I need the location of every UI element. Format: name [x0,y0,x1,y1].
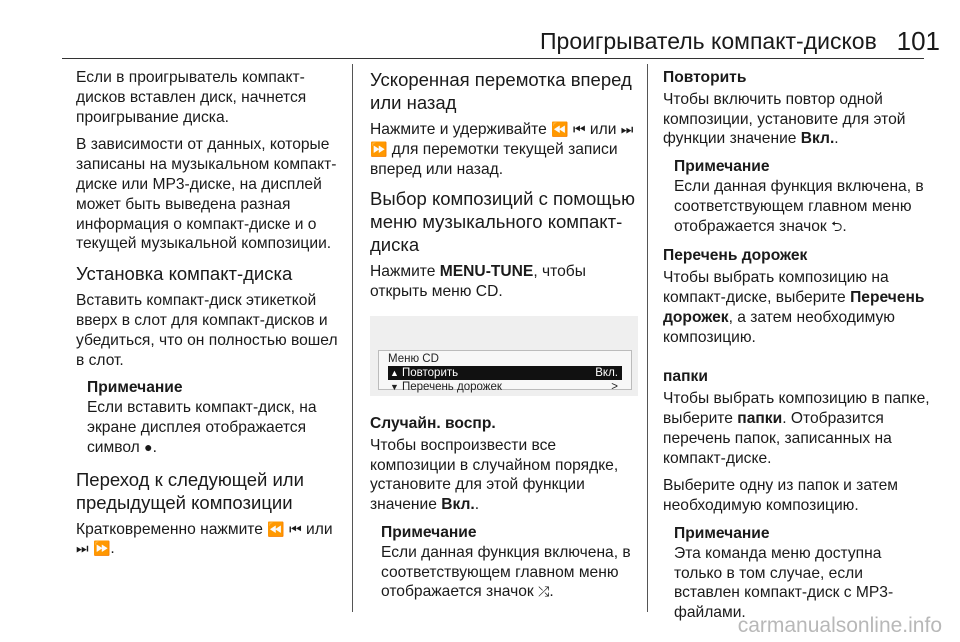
note [87,378,344,457]
cd-menu-screen [370,316,638,396]
header-divider [62,58,924,59]
menu-item-repeat[interactable] [388,366,622,380]
fast-forward-icon: ⏩ [92,540,111,557]
section-heading: Повторить [663,69,747,86]
paragraph-tail: . [474,496,480,514]
next-track-icon: ⏭ [620,121,634,137]
note-text: Если данная функция включена, в соответствующем главном меню отображается значок [381,543,631,601]
section-heading: Перечень дорожек [663,247,808,265]
paragraph: В зависимости от данных, которые записаны на музыкальном компакт-диске или MP3-диске, на дисплей может быть выведена разная информация о компакт-диске и о текущей музыкальной композиции. [76,136,337,253]
paragraph-text: или [589,121,617,138]
column-3 [663,68,933,633]
note [381,523,638,602]
paragraph [370,436,638,515]
paragraph-text: Чтобы выбрать композицию на компакт-диске, выберите [663,269,889,306]
down-arrow-icon: ▼ [390,381,399,392]
note-tail: . [549,583,554,601]
note-title: Примечание [381,523,477,541]
section-heading: папки [663,368,708,386]
section-heading: Ускоренная перемотка вперед или назад [370,69,632,113]
menu-item-label: Повторить [402,366,459,379]
fast-forward-icon: ⏩ [370,140,388,157]
paragraph: Выберите одну из папок и затем необходимую композицию. [663,477,899,515]
lcd-title: Меню CD [388,352,439,365]
column-divider [352,64,353,612]
page-number: 101 [896,26,940,56]
rewind-icon: ⏪ [551,121,569,137]
note-text: Если вставить компакт-диск, на экране дисплея отображается символ [87,399,317,456]
menu-item-value: Вкл. [595,366,618,379]
menu-option-name: Перечень дорожек [663,288,925,326]
paragraph-text: Чтобы воспроизвести все композиции в случайном порядке, установите для этой функции значение [370,436,619,514]
note-tail: . [152,438,157,456]
note-title: Примечание [87,379,183,397]
paragraph [663,268,933,347]
column-2 [370,68,638,612]
paragraph-tail: . [834,130,839,148]
note [674,157,933,236]
paragraph-text: , чтобы открыть меню CD. [370,263,586,301]
section-heading: Установка компакт-диска [76,263,293,285]
value-name: Вкл. [800,130,835,148]
repeat-icon: ⮌ [831,217,843,234]
paragraph [663,90,933,149]
paragraph: Вставить компакт-диск этикеткой вверх в слот для компакт-дисков и убедиться, что он полностью вошел в слот. [76,292,338,369]
paragraph-text: или [306,520,333,538]
paragraph [76,520,344,560]
up-arrow-icon: ▲ [390,367,399,378]
paragraph-text: Чтобы включить повтор одной композиции, установите для этой функции значение [663,90,906,148]
section-heading: Выбор композиций с помощью меню музыкального компакт-диска [370,188,636,256]
disc-icon: ● [144,438,153,455]
paragraph [370,262,638,302]
paragraph [370,120,638,179]
section-heading: Случайн. воспр. [370,414,496,432]
menu-option-name: папки [737,409,783,427]
watermark: carmanualsonline.info [737,614,942,637]
section-heading: Переход к следующей или предыдущей композиции [76,468,304,513]
paragraph: Если в проигрыватель компакт-дисков вставлен диск, начнется проигрывание диска. [76,69,307,126]
paragraph-text: для перемотки текущей записи вперед или назад. [370,140,618,178]
note-text: Если данная функция включена, в соответствующем главном меню отображается значок [674,177,924,235]
next-track-icon: ⏭ [76,540,89,557]
button-name: MENU-TUNE [439,263,534,281]
note [674,524,933,623]
note-title: Примечание [674,158,770,176]
paragraph [663,389,933,468]
menu-item-label: Перечень дорожек [402,380,502,393]
note-tail: . [842,217,847,235]
paragraph-text: Нажмите [370,263,436,281]
rewind-icon: ⏪ [267,520,285,537]
note-text: Эта команда меню доступна только в том случае, если вставлен компакт-диск с MP3-файлами. [674,544,894,622]
note-title: Примечание [674,524,770,542]
page-title: Проигрыватель компакт-дисков [540,28,877,54]
paragraph-text: Чтобы выбрать композицию в папке, выберите [663,390,930,427]
column-1 [76,68,344,567]
menu-item-track-list[interactable] [388,380,622,394]
value-name: Вкл. [441,496,475,514]
previous-track-icon: ⏮ [572,121,586,137]
paragraph-tail: . [110,540,115,558]
column-divider [647,64,648,612]
shuffle-icon: ⤮ [538,583,550,600]
chevron-right-icon: > [611,380,618,393]
previous-track-icon: ⏮ [289,520,302,537]
paragraph-text: Нажмите и удерживайте [370,121,547,138]
paragraph-text: Кратковременно нажмите [76,520,263,538]
paragraph-text: , а затем необходимую композицию. [663,308,895,346]
paragraph-text: . Отобразится перечень папок, записанных на компакт-диске. [663,409,892,467]
